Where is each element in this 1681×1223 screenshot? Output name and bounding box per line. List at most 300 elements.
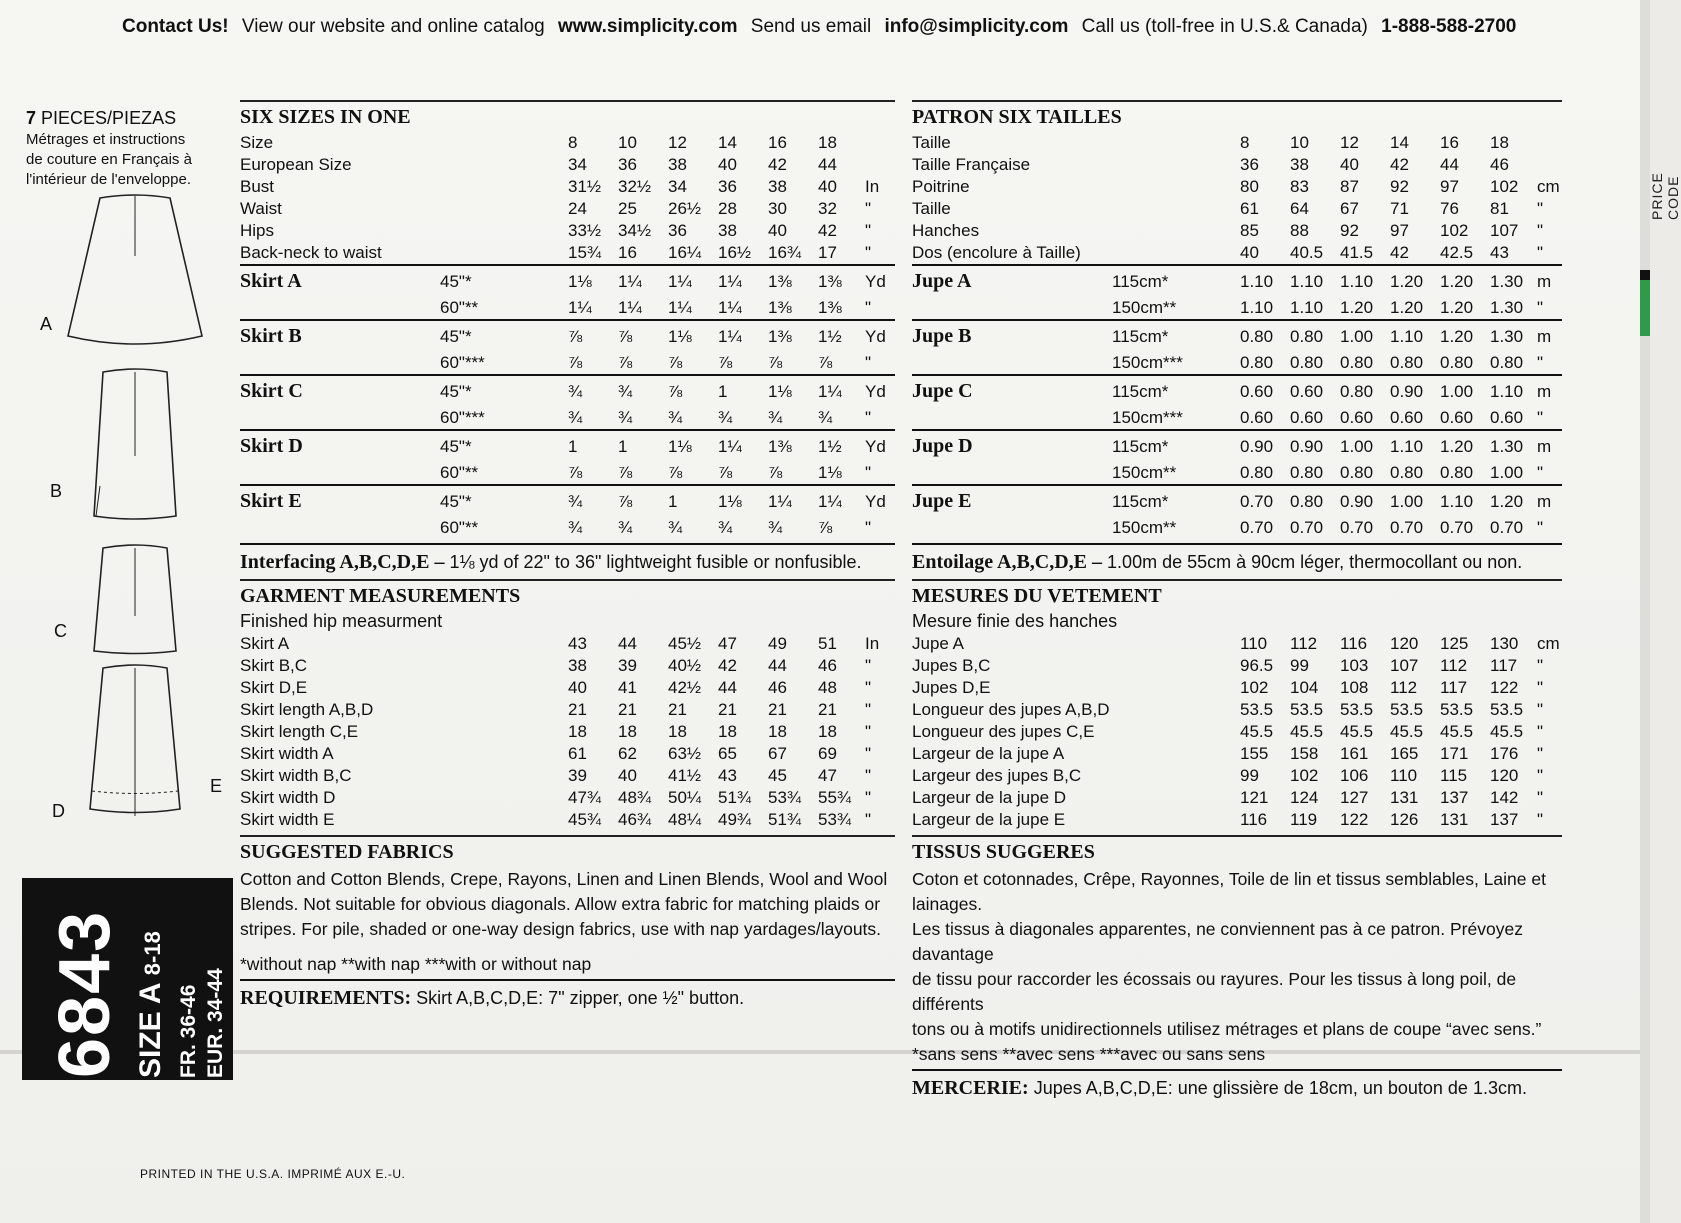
nap-note: *without nap **with nap ***with or without nap [240, 954, 592, 974]
section-title: TISSUS SUGGERES [912, 835, 1562, 867]
unit: " [865, 298, 872, 317]
yardage-table [240, 319, 895, 374]
yardage-value: 0.80 [1290, 353, 1324, 372]
yardage-value: 0.70 [1290, 518, 1324, 537]
yardage-value: 1.00 [1340, 436, 1374, 456]
unit: m [1537, 381, 1552, 401]
size-value: 122 [1340, 810, 1369, 829]
unit: " [865, 700, 872, 719]
price-code-label: PRICE CODE [1649, 172, 1681, 220]
size-value: 142 [1490, 788, 1519, 807]
fabric-width: 115cm* [1112, 271, 1169, 291]
fabrics-line: tons ou à motifs unidirectionnels utilisez métrages et plans de coupe “avec sens.” [912, 1019, 1542, 1039]
size-value: 44 [818, 155, 837, 174]
row-label: Dos (encolure à Taille) [912, 243, 1081, 262]
size-value: 80 [1240, 177, 1259, 196]
garment-row [240, 655, 895, 677]
size-value: 115 [1440, 766, 1468, 785]
view-label-a: A [40, 314, 53, 334]
garment-row [240, 787, 895, 809]
unit [1537, 154, 1562, 176]
view-name [240, 458, 440, 484]
yardage-value: 1¼ [668, 298, 692, 317]
yardage-table [240, 264, 895, 319]
unit: m [1537, 436, 1552, 456]
size-value: 18 [818, 133, 837, 152]
row-label: Jupes B,C [912, 656, 991, 675]
yardage-value: 0.60 [1440, 408, 1474, 427]
yardage-value: ¾ [568, 518, 583, 537]
garment-row [912, 765, 1562, 787]
body-measure-row [240, 154, 895, 176]
unit: " [1537, 744, 1544, 763]
view-name: Jupe E [912, 490, 972, 512]
fabric-width: 60"** [440, 518, 479, 537]
view-name [912, 348, 1112, 374]
size-value: 96.5 [1240, 656, 1274, 675]
yardage-value: 1.30 [1490, 298, 1524, 317]
requirements-text: Skirt A,B,C,D,E: 7" zipper, one ½" button. [416, 988, 745, 1008]
size-value: 33½ [568, 221, 602, 240]
size-value: 53.5 [1290, 700, 1324, 719]
yardage-value: 0.80 [1340, 463, 1374, 482]
yardage-value: ⅞ [568, 353, 583, 372]
yardage-value: 0.90 [1390, 381, 1424, 401]
size-value: 14 [718, 133, 737, 152]
unit: " [865, 722, 872, 741]
unit: " [1537, 722, 1544, 741]
yardage-value: 1¼ [718, 298, 742, 317]
yardage-value: 1¼ [768, 491, 792, 511]
size-value: 30 [768, 199, 787, 218]
yardage-value: 1⅜ [768, 298, 792, 317]
garment-row [240, 743, 895, 765]
size-value: 102 [1290, 766, 1319, 785]
section-title: SUGGESTED FABRICS [240, 835, 895, 867]
yardage-value: ¾ [718, 518, 733, 537]
size-value: 92 [1340, 221, 1359, 240]
size-value: 53.5 [1490, 700, 1524, 719]
size-value: 21 [668, 700, 687, 719]
yardage-value: ⅞ [568, 326, 583, 346]
yardage-value: ⅞ [668, 463, 683, 482]
size-value: 99 [1290, 656, 1309, 675]
unit [1537, 132, 1562, 154]
size-value: 42 [818, 221, 837, 240]
yardage-value: 1 [618, 436, 628, 456]
yardage-value: 1⅛ [668, 436, 692, 456]
size-value: 40 [568, 678, 587, 697]
yardage-value: 1⅛ [818, 463, 842, 482]
size-value: 47 [718, 634, 737, 653]
view-name [912, 458, 1112, 484]
unit: " [1537, 221, 1544, 240]
price-code-bar [1640, 280, 1650, 336]
size-value: 38 [1290, 155, 1309, 174]
view-label-b: B [50, 481, 63, 501]
row-label: Skirt width B,C [240, 766, 352, 785]
garment-row [912, 655, 1562, 677]
yardage-row [912, 375, 1562, 403]
pieces-label: PIECES/PIEZAS [41, 108, 177, 128]
size-value: 51¾ [768, 810, 802, 829]
fabric-width: 150cm*** [1112, 353, 1183, 372]
yardage-value: 0.60 [1290, 381, 1324, 401]
yardage-value: 1⅜ [768, 271, 792, 291]
yardage-value: 0.60 [1240, 408, 1274, 427]
yardage-value: 1 [718, 381, 728, 401]
size-value: 67 [1340, 199, 1359, 218]
unit: cm [1537, 177, 1560, 196]
yardage-value: ¾ [768, 408, 783, 427]
size-value: 15¾ [568, 243, 602, 262]
size-value: 103 [1340, 656, 1369, 675]
row-label: Poitrine [912, 177, 970, 196]
size-value: 21 [718, 700, 737, 719]
size-value: 126 [1390, 810, 1419, 829]
french-chart [912, 100, 1562, 1105]
view-name [240, 293, 440, 319]
fabric-width: 60"** [440, 298, 479, 317]
body-measure-row [240, 220, 895, 242]
garment-row [240, 809, 895, 831]
yardage-row [912, 403, 1562, 429]
size-value: 44 [618, 634, 637, 653]
yardage-value: 0.80 [1290, 326, 1324, 346]
size-value: 61 [568, 744, 587, 763]
size-value: 46 [768, 678, 787, 697]
unit: " [865, 656, 872, 675]
yardage-row [912, 293, 1562, 319]
size-value: 18 [668, 722, 687, 741]
size-value: 46¾ [618, 810, 652, 829]
unit: In [865, 634, 880, 653]
size-value: 14 [1390, 133, 1409, 152]
yardage-value: 0.80 [1340, 353, 1374, 372]
measure-table [240, 633, 895, 831]
size-value: 36 [618, 155, 637, 174]
view-name: Skirt C [240, 380, 303, 402]
fabrics-line: Cotton and Cotton Blends, Crepe, Rayons, Linen and Linen Blends, Wool and Wool [240, 869, 888, 889]
yardage-value: 1⅛ [568, 271, 592, 291]
yardage-value: 0.70 [1440, 518, 1474, 537]
row-label: Taille [912, 133, 951, 152]
size-value: 21 [768, 700, 787, 719]
fabrics-line: Blends. Not suitable for obvious diagonals. Allow extra fabric for matching plaids or [240, 894, 881, 914]
row-label: Skirt length A,B,D [240, 700, 374, 719]
size-value: 39 [568, 766, 587, 785]
unit: " [865, 766, 872, 785]
view-name [240, 403, 440, 429]
view-name [912, 293, 1112, 319]
size-value: 45.5 [1290, 722, 1324, 741]
yardage-row [912, 348, 1562, 374]
unit [865, 154, 895, 176]
size-value: 16½ [718, 243, 752, 262]
email-link[interactable]: info@simplicity.com [884, 16, 1069, 37]
yardage-value: 1.00 [1440, 381, 1474, 401]
yardage-value: 0.80 [1290, 463, 1324, 482]
measure-table [912, 633, 1562, 831]
size-value: 21 [618, 700, 637, 719]
yardage-value: ⅞ [718, 463, 733, 482]
size-value: 49 [768, 634, 787, 653]
fabrics-line: Les tissus à diagonales apparentes, ne conviennent pas à ce patron. Prévoyez davantage [912, 919, 1523, 964]
size-value: 34½ [618, 221, 652, 240]
pattern-number: 6843 [45, 909, 125, 1078]
size-value: 45.5 [1440, 722, 1474, 741]
size-value: 42½ [668, 678, 702, 697]
yardage-value: 1.10 [1390, 326, 1424, 346]
price-code-mark [1640, 270, 1650, 280]
unit: " [865, 810, 872, 829]
yardage-value: ⅞ [718, 353, 733, 372]
size-value: 51 [818, 634, 837, 653]
size-value: 117 [1490, 656, 1518, 675]
size-value: 122 [1490, 678, 1519, 697]
size-value: 53¾ [818, 810, 852, 829]
row-label: Largeur des jupes B,C [912, 766, 1082, 785]
fabric-width: 115cm* [1112, 381, 1169, 401]
yardage-table [240, 429, 895, 484]
yardage-row [240, 485, 895, 513]
size-value: 64 [1290, 199, 1309, 218]
yardage-value: 1.10 [1240, 298, 1274, 317]
yardage-value: 1¼ [818, 381, 842, 401]
yardage-value: 1.20 [1440, 436, 1474, 456]
interfacing-line [912, 543, 1562, 579]
yardage-value: 1¼ [618, 298, 642, 317]
row-label: Hanches [912, 221, 980, 240]
size-value: 130 [1490, 634, 1519, 653]
yardage-table [912, 484, 1562, 539]
view-name: Jupe D [912, 435, 973, 457]
yardage-value: 1⅛ [768, 381, 792, 401]
size-value: 43 [1490, 243, 1509, 262]
size-value: 47¾ [568, 788, 602, 807]
size-value: 165 [1390, 744, 1419, 763]
view-name [240, 348, 440, 374]
view-name [912, 403, 1112, 429]
yardage-value: ⅞ [818, 353, 833, 372]
yardage-value: 1.20 [1390, 271, 1424, 291]
size-value: 48¼ [668, 810, 702, 829]
size-value: 40 [818, 177, 837, 196]
unit: " [1537, 408, 1544, 427]
yardage-value: 1⅜ [818, 298, 842, 317]
garment-subtitle: Mesure finie des hanches [912, 611, 1118, 631]
yardage-value: 1.20 [1490, 491, 1524, 511]
yardage-value: ¾ [618, 408, 633, 427]
view-illustrations [30, 196, 240, 876]
unit: " [1537, 243, 1544, 262]
yardage-value: ¾ [718, 408, 733, 427]
size-value: 40 [618, 766, 637, 785]
size-value: 85 [1240, 221, 1259, 240]
yardage-value: 1.10 [1490, 381, 1524, 401]
view-name: Jupe C [912, 380, 973, 402]
yardage-value: 1.20 [1440, 326, 1474, 346]
size-value: 17 [818, 243, 837, 262]
size-value: 107 [1490, 221, 1519, 240]
size-code: SIZE A [134, 983, 167, 1078]
size-value: 137 [1440, 788, 1469, 807]
unit: m [1537, 271, 1552, 291]
fabrics-paragraph [240, 867, 895, 942]
size-value: 32 [818, 199, 837, 218]
size-value: 87 [1340, 177, 1359, 196]
size-value: 39 [618, 656, 637, 675]
yardage-value: ⅞ [818, 518, 833, 537]
yardage-value: 0.80 [1390, 353, 1424, 372]
size-value: 44 [1440, 155, 1459, 174]
yardage-value: 1.10 [1240, 271, 1274, 291]
yardage-value: 0.90 [1290, 436, 1324, 456]
size-value: 32½ [618, 177, 652, 196]
unit: " [1537, 656, 1544, 675]
yardage-value: ⅞ [618, 491, 633, 511]
yardage-value: 0.80 [1240, 326, 1274, 346]
body-measure-row [912, 242, 1562, 264]
yardage-value: 1⅜ [768, 326, 792, 346]
row-label: Skirt D,E [240, 678, 308, 697]
size-value: 116 [1240, 810, 1268, 829]
row-label: Longueur des jupes A,B,D [912, 700, 1110, 719]
yardage-value: 1.30 [1490, 326, 1524, 346]
website-text: View our website and online catalog [241, 16, 545, 37]
garment-row [912, 743, 1562, 765]
size-value: 45½ [668, 634, 702, 653]
unit: " [865, 408, 872, 427]
size-value: 48 [818, 678, 837, 697]
unit [865, 132, 895, 154]
yardage-row [240, 320, 895, 348]
size-value: 36 [718, 177, 737, 196]
yardage-value: 1.20 [1340, 298, 1374, 317]
requirements-label: REQUIREMENTS: [240, 987, 412, 1009]
fabric-width: 150cm** [1112, 463, 1177, 482]
view-label-e: E [210, 776, 223, 796]
size-value: 53.5 [1390, 700, 1424, 719]
yardage-value: 0.70 [1490, 518, 1524, 537]
yardage-value: 1¼ [818, 491, 842, 511]
size-value: 28 [718, 199, 737, 218]
pieces-note-line: de couture en Français à [26, 151, 192, 168]
yardage-table [240, 374, 895, 429]
yardage-row [240, 348, 895, 374]
row-label: Taille Française [912, 155, 1031, 174]
yardage-value: 1.20 [1390, 298, 1424, 317]
garment-row [912, 677, 1562, 699]
view-name [912, 513, 1112, 539]
unit: " [865, 353, 872, 372]
size-value: 16 [618, 243, 637, 262]
size-value: 31½ [568, 177, 602, 196]
size-value: 16 [1440, 133, 1459, 152]
eur-sizes: EUR. 34-44 [204, 968, 227, 1078]
fabric-width: 115cm* [1112, 491, 1169, 511]
row-label: Size [240, 133, 274, 152]
size-value: 120 [1390, 634, 1419, 653]
size-value: 46 [818, 656, 837, 675]
size-value: 38 [768, 177, 787, 196]
yardage-table [912, 374, 1562, 429]
size-value: 76 [1440, 199, 1459, 218]
row-label: Skirt width D [240, 788, 336, 807]
size-value: 44 [768, 656, 787, 675]
size-value: 40 [718, 155, 737, 174]
yardage-value: 0.70 [1340, 518, 1374, 537]
yardage-value: 0.80 [1240, 353, 1274, 372]
size-value: 24 [568, 199, 587, 218]
size-value: 83 [1290, 177, 1309, 196]
yardage-table [912, 264, 1562, 319]
row-label: Skirt A [240, 634, 290, 653]
size-value: 45.5 [1490, 722, 1524, 741]
size-value: 176 [1490, 744, 1519, 763]
phone-number: 1-888-588-2700 [1381, 16, 1517, 37]
yardage-value: 0.70 [1390, 518, 1424, 537]
size-value: 44 [718, 678, 737, 697]
yardage-value: ¾ [768, 518, 783, 537]
unit: cm [1537, 634, 1560, 653]
yardage-row [240, 513, 895, 539]
yardage-value: 0.80 [1440, 463, 1474, 482]
size-value: 92 [1390, 177, 1409, 196]
size-value: 21 [568, 700, 587, 719]
yardage-row [240, 430, 895, 458]
size-value: 42 [768, 155, 787, 174]
yardage-row [912, 320, 1562, 348]
fabric-width: 45"* [440, 491, 472, 511]
size-value: 12 [1340, 133, 1359, 152]
requirements-line [240, 979, 895, 1015]
unit: Yd [865, 326, 886, 346]
interfacing-label: Interfacing A,B,C,D,E – [240, 551, 445, 573]
pieces-note-line: l'intérieur de l'enveloppe. [26, 171, 191, 188]
requirements-text: Jupes A,B,C,D,E: une glissière de 18cm, un bouton de 1.3cm. [1033, 1078, 1527, 1098]
size-value: 18 [1490, 133, 1509, 152]
size-value: 10 [618, 133, 637, 152]
size-value: 69 [818, 744, 837, 763]
yardage-value: 1.30 [1490, 436, 1524, 456]
yardage-value: 0.60 [1490, 408, 1524, 427]
size-value: 16¾ [768, 243, 802, 262]
yardage-value: 1¼ [718, 436, 742, 456]
size-value: 62 [618, 744, 637, 763]
section-title: MESURES DU VETEMENT [912, 579, 1562, 611]
view-name: Skirt A [240, 270, 302, 292]
row-label: Waist [240, 199, 282, 218]
contact-bar [122, 16, 1602, 46]
size-value: 40 [768, 221, 787, 240]
unit: Yd [865, 436, 886, 456]
yardage-value: ¾ [818, 408, 833, 427]
yardage-value: 0.60 [1390, 408, 1424, 427]
yardage-value: 0.80 [1440, 353, 1474, 372]
size-value: 102 [1240, 678, 1269, 697]
row-label: Largeur de la jupe D [912, 788, 1067, 807]
yardage-value: 1.10 [1440, 491, 1474, 511]
pieces-note-line: Métrages et instructions [26, 131, 186, 148]
size-value: 131 [1390, 788, 1419, 807]
size-value: 34 [568, 155, 587, 174]
size-value: 120 [1490, 766, 1519, 785]
yardage-value: 1⅜ [768, 436, 792, 456]
pattern-code-box [22, 878, 233, 1080]
website-link[interactable]: www.simplicity.com [557, 16, 738, 37]
size-value: 43 [718, 766, 737, 785]
